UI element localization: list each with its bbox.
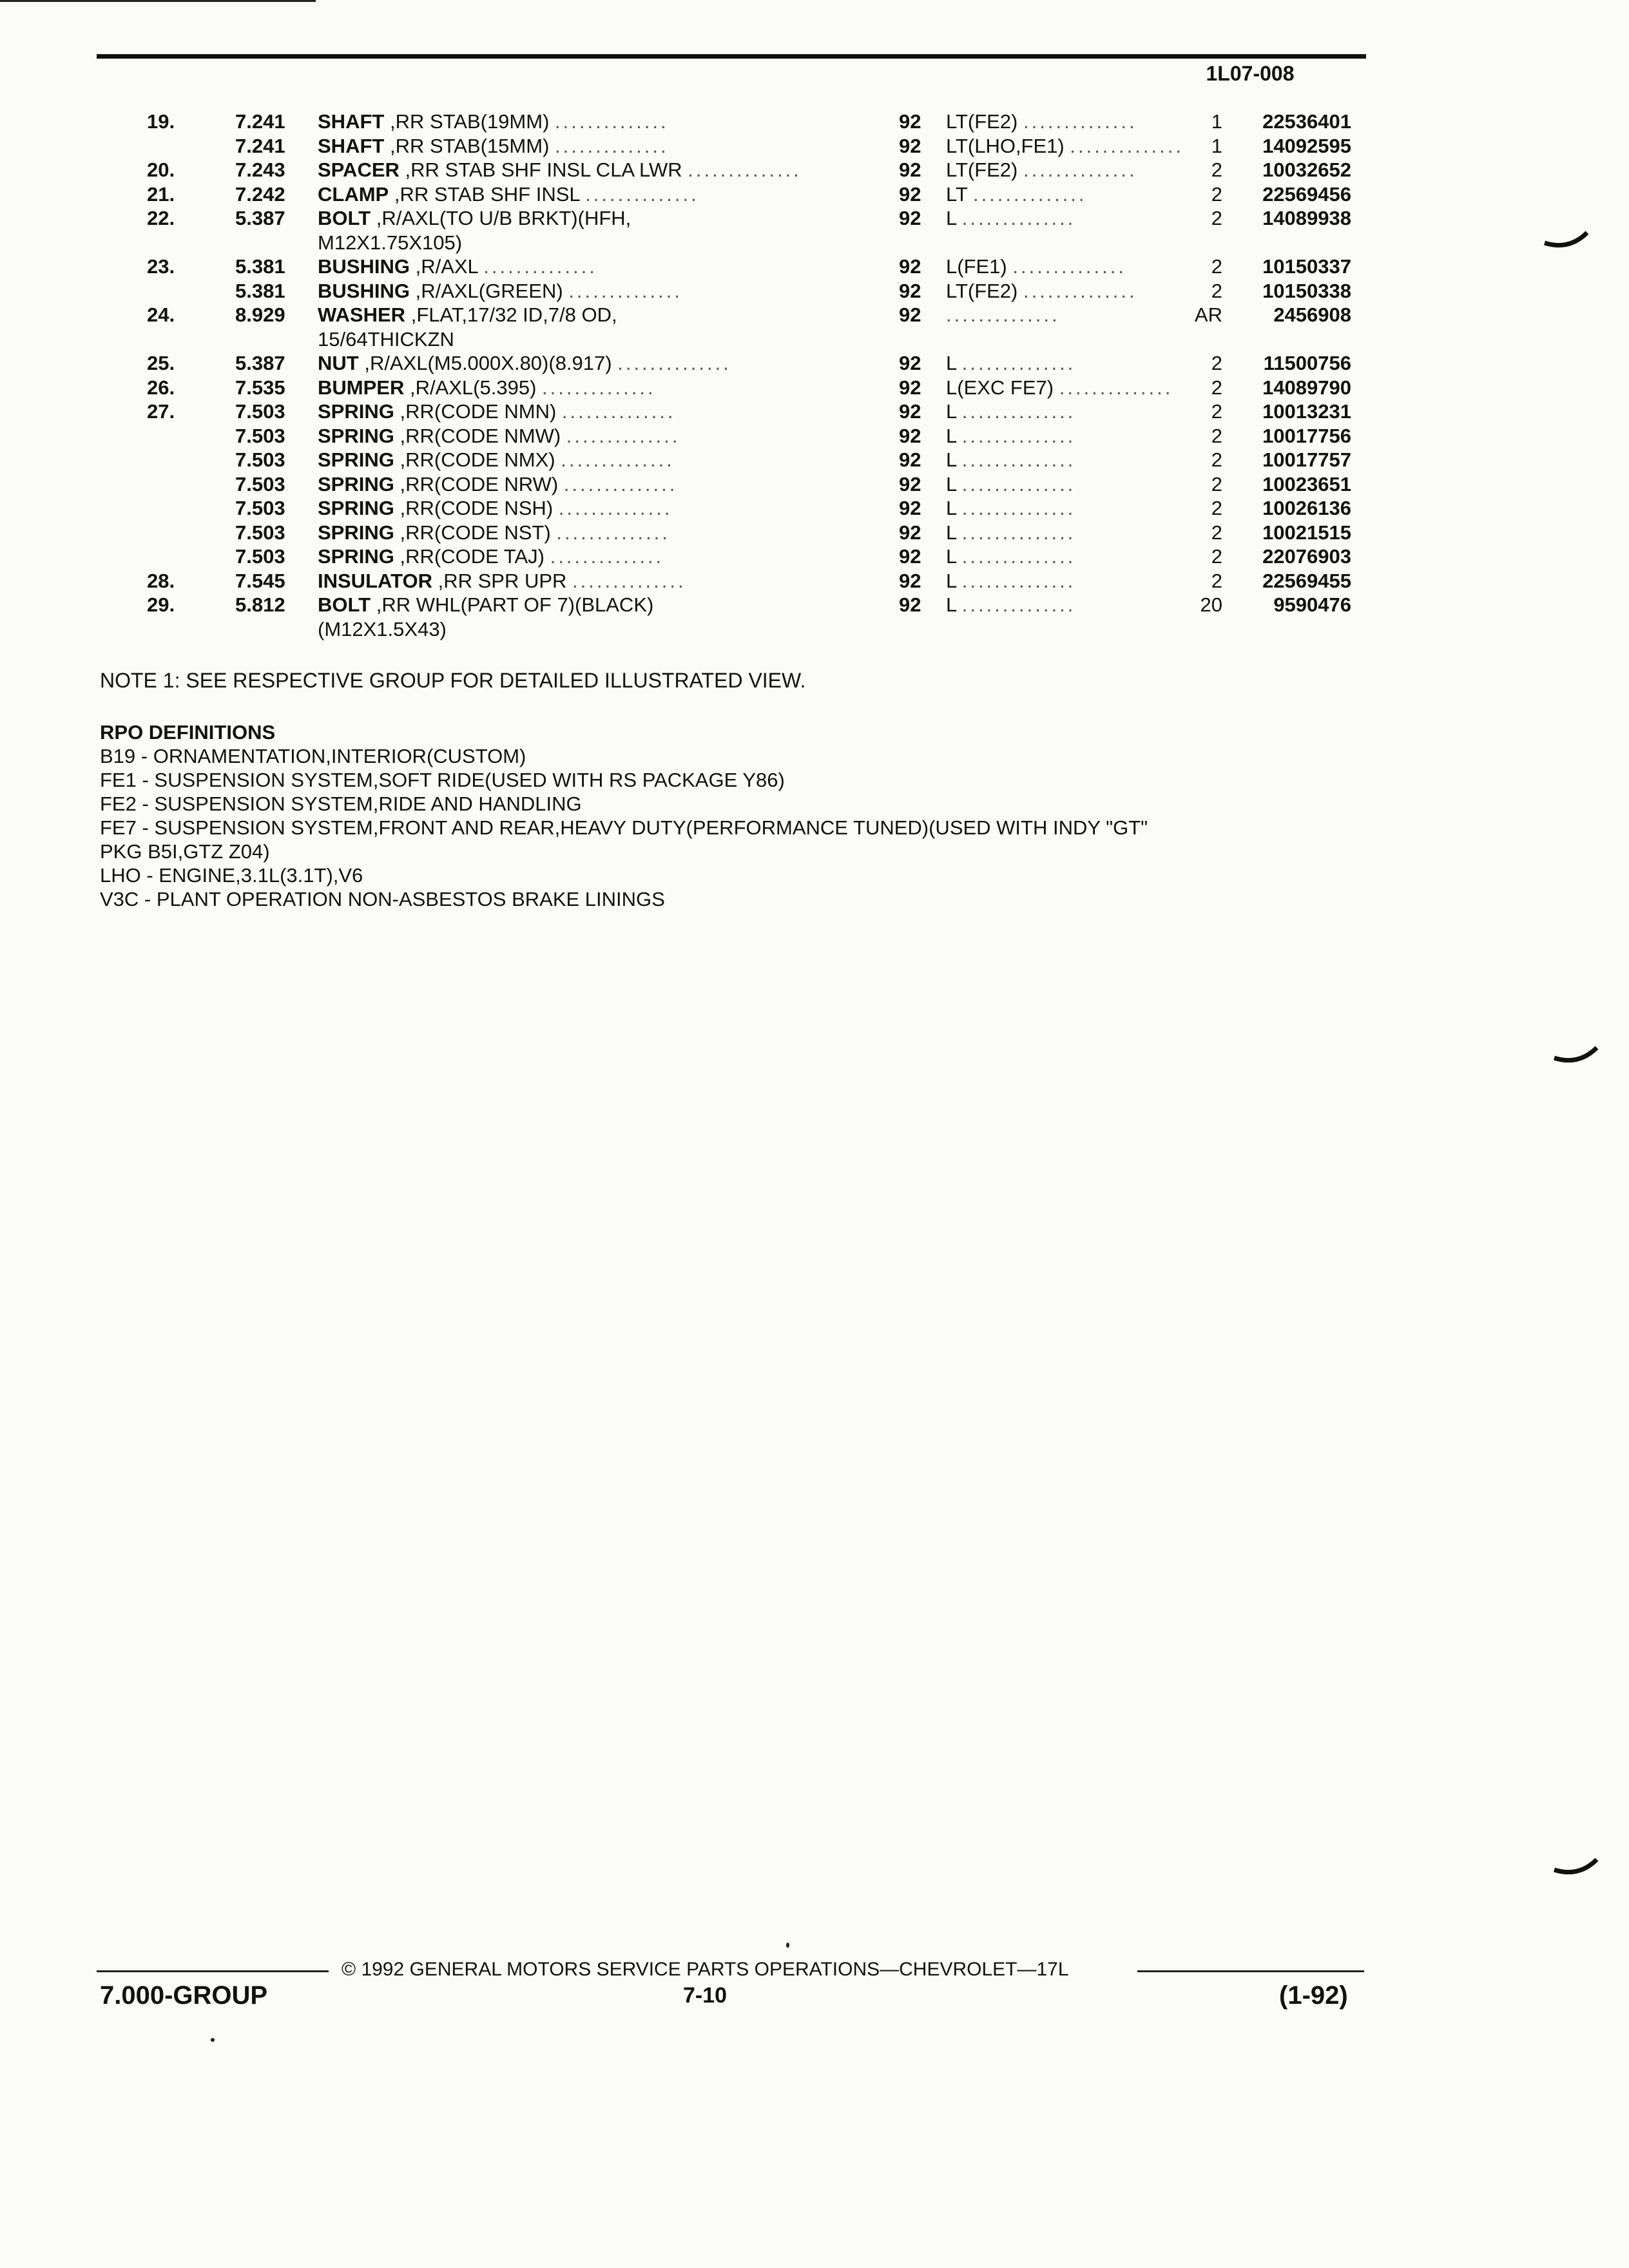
parts-row — [0, 303, 1629, 351]
part-description — [318, 206, 846, 255]
parts-row — [0, 521, 1629, 545]
group-number: 7.503 — [235, 521, 285, 544]
part-name: WASHER — [318, 303, 406, 326]
part-name: INSULATOR — [318, 569, 432, 592]
part-number: 22569456 — [1262, 182, 1351, 206]
usage-code: L .............. — [946, 424, 1076, 447]
parts-row — [0, 472, 1629, 497]
model-year: 92 — [899, 448, 921, 471]
model-year: 92 — [899, 593, 921, 616]
parts-row — [0, 569, 1629, 593]
part-number: 10017757 — [1262, 448, 1351, 471]
group-number: 5.381 — [235, 255, 285, 278]
part-number: 22536401 — [1262, 110, 1351, 133]
group-number: 7.535 — [235, 376, 285, 399]
group-number: 5.381 — [235, 279, 285, 302]
usage-text: LT(LHO,FE1) — [946, 134, 1065, 157]
model-year: 92 — [899, 303, 921, 326]
quantity: 2 — [1211, 424, 1222, 447]
part-number: 9590476 — [1273, 593, 1351, 616]
model-year: 92 — [899, 545, 921, 568]
top-edge-rule — [0, 0, 316, 2]
part-description: SPRING ,RR(CODE NST) .............. — [318, 521, 670, 544]
edition-date: (1-92) — [1279, 1981, 1348, 2010]
usage-text: L — [946, 352, 957, 374]
part-description: SPRING ,RR(CODE TAJ) .............. — [318, 545, 664, 568]
quantity: 2 — [1211, 207, 1222, 229]
page-number: 7-10 — [683, 1983, 728, 2008]
group-number: 7.242 — [235, 182, 285, 206]
part-detail: ,RR STAB SHF INSL CLA LWR — [405, 159, 682, 181]
part-detail-cont: (M12X1.5X43) — [318, 617, 447, 640]
rpo-line: FE2 - SUSPENSION SYSTEM,RIDE AND HANDLING — [100, 793, 582, 815]
quantity: 1 — [1211, 134, 1222, 157]
speck — [211, 2038, 215, 2042]
model-year: 92 — [899, 376, 921, 399]
usage-text: L — [946, 521, 957, 544]
quantity: 2 — [1211, 182, 1222, 206]
part-detail: ,RR WHL(PART OF 7)(BLACK) — [376, 593, 654, 616]
group-number: 7.545 — [235, 569, 285, 592]
part-detail: ,R/AXL(5.395) — [409, 376, 537, 399]
part-detail: ,R/AXL(GREEN) — [415, 279, 563, 302]
usage-text: L — [946, 545, 957, 568]
usage-code: LT(FE2) .............. — [946, 110, 1137, 133]
part-number: 10150337 — [1262, 255, 1351, 278]
part-name: SPRING — [318, 424, 394, 447]
part-name: SPRING — [318, 472, 394, 495]
usage-code: L(EXC FE7) .............. — [946, 376, 1173, 399]
model-year: 92 — [899, 569, 921, 592]
usage-code: .............. — [946, 303, 1060, 326]
usage-code: L(FE1) .............. — [946, 255, 1126, 278]
item-key: 22. — [147, 207, 175, 229]
usage-text: LT(FE2) — [946, 110, 1018, 133]
part-name: BUSHING — [318, 255, 410, 278]
part-description: SPRING ,RR(CODE NMW) .............. — [318, 424, 680, 447]
parts-row — [0, 544, 1629, 569]
part-number: 14089938 — [1262, 207, 1351, 229]
part-number: 22076903 — [1262, 545, 1351, 568]
part-detail-cont: M12X1.75X105) — [318, 231, 463, 254]
quantity: 2 — [1211, 376, 1222, 399]
usage-text: L — [946, 497, 957, 519]
group-label: 7.000-GROUP — [100, 1981, 268, 2010]
model-year: 92 — [899, 159, 921, 181]
usage-code: L .............. — [946, 352, 1076, 374]
quantity: 2 — [1211, 521, 1222, 544]
item-key: 24. — [147, 303, 175, 326]
group-number: 7.241 — [235, 110, 285, 133]
part-detail: ,RR(CODE NMW) — [400, 424, 561, 447]
part-name: BOLT — [318, 593, 371, 616]
quantity: 20 — [1200, 593, 1222, 616]
group-number: 7.503 — [235, 545, 285, 568]
part-detail-cont: 15/64THICKZN — [318, 327, 454, 351]
part-name: SHAFT — [318, 134, 385, 157]
part-number: 10032652 — [1262, 159, 1351, 181]
part-detail: ,RR(CODE NMN) — [400, 400, 557, 423]
catalog-code: 1L07-008 — [1206, 62, 1295, 85]
part-name: SPRING — [318, 497, 394, 519]
usage-text: L — [946, 424, 957, 447]
model-year: 92 — [899, 279, 921, 302]
group-number: 7.503 — [235, 497, 285, 519]
usage-text: LT — [946, 182, 968, 206]
usage-text: L(FE1) — [946, 255, 1007, 278]
footer-rule-left — [97, 1970, 329, 1972]
usage-code: L .............. — [946, 593, 1076, 616]
part-detail: ,FLAT,17/32 ID,7/8 OD, — [410, 303, 617, 326]
part-number: 11500756 — [1263, 352, 1351, 374]
usage-code: LT(FE2) .............. — [946, 159, 1137, 181]
part-detail: ,RR STAB(15MM) — [389, 134, 550, 157]
parts-row — [0, 399, 1629, 424]
model-year: 92 — [899, 110, 921, 133]
model-year: 92 — [899, 472, 921, 495]
note-text: NOTE 1: SEE RESPECTIVE GROUP FOR DETAILED ILLUSTRATED VIEW. — [100, 669, 806, 692]
model-year: 92 — [899, 352, 921, 374]
part-description: SPRING ,RR(CODE NSH) .............. — [318, 497, 673, 519]
part-name: BUSHING — [318, 279, 410, 302]
part-detail: ,RR(CODE NRW) — [400, 472, 559, 495]
model-year: 92 — [899, 424, 921, 447]
item-key: 23. — [147, 255, 175, 278]
parts-row — [0, 351, 1629, 376]
part-description: BUSHING ,R/AXL .............. — [318, 255, 597, 278]
group-number: 5.387 — [235, 352, 285, 374]
model-year: 92 — [899, 134, 921, 157]
part-name: SPRING — [318, 448, 394, 471]
quantity: 2 — [1211, 545, 1222, 568]
quantity: 2 — [1211, 255, 1222, 278]
usage-text: L — [946, 472, 957, 495]
usage-code: L .............. — [946, 497, 1076, 519]
part-description: NUT ,R/AXL(M5.000X.80)(8.917) .............. — [318, 352, 731, 374]
parts-row — [0, 110, 1629, 134]
group-number: 5.812 — [235, 593, 285, 616]
parts-row — [0, 424, 1629, 448]
usage-code: L .............. — [946, 400, 1076, 423]
part-number: 14089790 — [1262, 376, 1351, 399]
part-description — [318, 593, 846, 641]
item-key: 27. — [147, 400, 175, 423]
item-key: 28. — [147, 569, 175, 592]
usage-text: LT(FE2) — [946, 159, 1018, 181]
parts-row — [0, 182, 1629, 207]
part-name: SPRING — [318, 521, 394, 544]
model-year: 92 — [899, 497, 921, 519]
parts-row — [0, 448, 1629, 472]
header-rule — [97, 54, 1366, 59]
rpo-line: PKG B5I,GTZ Z04) — [100, 840, 270, 863]
part-description: SHAFT ,RR STAB(15MM) .............. — [318, 134, 669, 157]
part-detail: ,R/AXL — [415, 255, 478, 278]
group-number: 7.503 — [235, 400, 285, 423]
part-name: SPRING — [318, 400, 394, 423]
usage-code: L .............. — [946, 545, 1076, 568]
parts-row — [0, 496, 1629, 521]
quantity: 2 — [1211, 279, 1222, 302]
quantity: 1 — [1211, 110, 1222, 133]
part-description: CLAMP ,RR STAB SHF INSL .............. — [318, 182, 699, 206]
usage-code: L .............. — [946, 448, 1076, 471]
punch-mark-icon — [1553, 1856, 1598, 1881]
rpo-line: FE7 - SUSPENSION SYSTEM,FRONT AND REAR,HEAVY DUTY(PERFORMANCE TUNED)(USED WITH INDY "GT" — [100, 816, 1148, 839]
part-description: BUSHING ,R/AXL(GREEN) .............. — [318, 279, 682, 302]
usage-code: L .............. — [946, 521, 1076, 544]
usage-text: L — [946, 569, 957, 592]
copyright-notice: © 1992 GENERAL MOTORS SERVICE PARTS OPERATIONS—CHEVROLET—17L — [342, 1959, 1069, 1980]
usage-code: L .............. — [946, 207, 1076, 229]
rpo-line: B19 - ORNAMENTATION,INTERIOR(CUSTOM) — [100, 745, 526, 767]
footer-rule-right — [1137, 1970, 1364, 1972]
rpo-line: V3C - PLANT OPERATION NON-ASBESTOS BRAKE LININGS — [100, 888, 665, 910]
usage-text: L — [946, 207, 957, 229]
part-description — [318, 303, 846, 351]
usage-code: LT(LHO,FE1) .............. — [946, 134, 1184, 157]
usage-code: LT .............. — [946, 182, 1087, 206]
model-year: 92 — [899, 207, 921, 229]
part-detail: ,RR(CODE NMX) — [400, 448, 555, 471]
parts-list — [0, 110, 1629, 641]
model-year: 92 — [899, 182, 921, 206]
usage-text: L(EXC FE7) — [946, 376, 1054, 399]
part-description: BUMPER ,R/AXL(5.395) .............. — [318, 376, 656, 399]
usage-code: L .............. — [946, 472, 1076, 495]
quantity: AR — [1194, 303, 1222, 326]
item-key: 19. — [147, 110, 175, 133]
part-name: SPRING — [318, 545, 394, 568]
part-detail: ,R/AXL(TO U/B BRKT)(HFH, — [376, 207, 631, 229]
part-name: SPACER — [318, 159, 400, 181]
usage-code: L .............. — [946, 569, 1076, 592]
parts-row — [0, 255, 1629, 279]
part-detail: ,RR(CODE NSH) — [400, 497, 554, 519]
part-number: 22569455 — [1262, 569, 1351, 592]
group-number: 5.387 — [235, 207, 285, 229]
item-key: 20. — [147, 159, 175, 181]
part-number: 2456908 — [1273, 303, 1351, 326]
part-detail: ,RR(CODE NST) — [400, 521, 551, 544]
parts-row — [0, 206, 1629, 255]
group-number: 7.503 — [235, 424, 285, 447]
model-year: 92 — [899, 400, 921, 423]
part-number: 10013231 — [1262, 400, 1351, 423]
part-name: BOLT — [318, 207, 371, 229]
part-description: SHAFT ,RR STAB(19MM) .............. — [318, 110, 669, 133]
part-number: 14092595 — [1262, 134, 1351, 157]
quantity: 2 — [1211, 569, 1222, 592]
usage-text: L — [946, 593, 957, 616]
quantity: 2 — [1211, 400, 1222, 423]
item-key: 25. — [147, 352, 175, 374]
part-detail: ,RR SPR UPR — [438, 569, 567, 592]
part-name: CLAMP — [318, 182, 389, 206]
group-number: 7.243 — [235, 159, 285, 181]
group-number: 7.503 — [235, 472, 285, 495]
group-number: 8.929 — [235, 303, 285, 326]
part-number: 10017756 — [1262, 424, 1351, 447]
part-number: 10023651 — [1262, 472, 1351, 495]
model-year: 92 — [899, 521, 921, 544]
usage-text: L — [946, 400, 957, 423]
part-description: SPACER ,RR STAB SHF INSL CLA LWR .............. — [318, 159, 802, 181]
item-key: 26. — [147, 376, 175, 399]
model-year: 92 — [899, 255, 921, 278]
parts-row — [0, 593, 1629, 641]
part-number: 10021515 — [1262, 521, 1351, 544]
punch-mark-icon — [1553, 1044, 1598, 1070]
quantity: 2 — [1211, 352, 1222, 374]
item-key: 29. — [147, 593, 175, 616]
part-number: 10026136 — [1262, 497, 1351, 519]
rpo-definitions — [100, 720, 1376, 911]
part-number: 10150338 — [1262, 279, 1351, 302]
part-detail: ,RR STAB(19MM) — [389, 110, 550, 133]
item-key: 21. — [147, 182, 175, 206]
speck — [786, 1943, 789, 1948]
quantity: 2 — [1211, 159, 1222, 181]
parts-row — [0, 158, 1629, 182]
part-description: SPRING ,RR(CODE NMX) .............. — [318, 448, 675, 471]
part-description: SPRING ,RR(CODE NRW) .............. — [318, 472, 678, 495]
part-name: BUMPER — [318, 376, 405, 399]
usage-text: L — [946, 448, 957, 471]
quantity: 2 — [1211, 448, 1222, 471]
rpo-line: FE1 - SUSPENSION SYSTEM,SOFT RIDE(USED WITH RS PACKAGE Y86) — [100, 769, 785, 791]
rpo-title: RPO DEFINITIONS — [100, 721, 276, 744]
punch-mark-icon — [1543, 229, 1588, 255]
part-name: NUT — [318, 352, 359, 374]
quantity: 2 — [1211, 497, 1222, 519]
part-name: SHAFT — [318, 110, 385, 133]
part-detail: ,R/AXL(M5.000X.80)(8.917) — [364, 352, 612, 374]
part-detail: ,RR(CODE TAJ) — [400, 545, 545, 568]
parts-row — [0, 279, 1629, 303]
usage-text: LT(FE2) — [946, 279, 1018, 302]
rpo-line: LHO - ENGINE,3.1L(3.1T),V6 — [100, 864, 363, 887]
part-description: SPRING ,RR(CODE NMN) .............. — [318, 400, 676, 423]
part-description: INSULATOR ,RR SPR UPR .............. — [318, 569, 686, 592]
usage-code: LT(FE2) .............. — [946, 279, 1137, 302]
group-number: 7.241 — [235, 134, 285, 157]
parts-row — [0, 376, 1629, 400]
parts-row — [0, 134, 1629, 159]
part-detail: ,RR STAB SHF INSL — [394, 182, 580, 206]
group-number: 7.503 — [235, 448, 285, 471]
quantity: 2 — [1211, 472, 1222, 495]
